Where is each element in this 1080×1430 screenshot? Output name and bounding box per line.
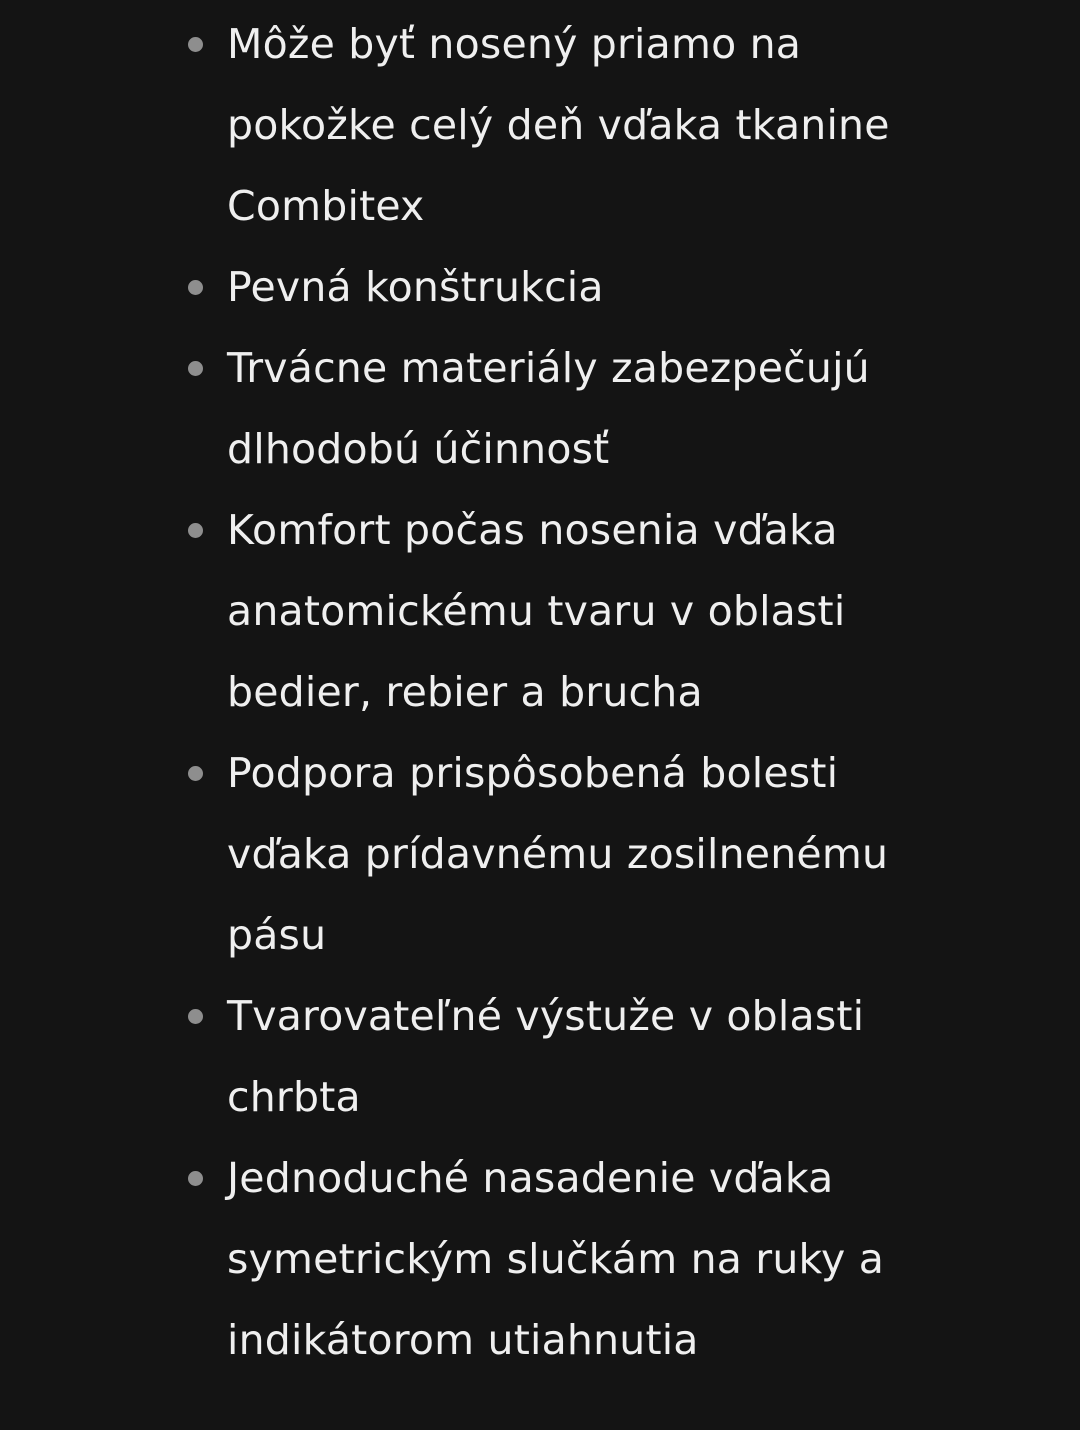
list-item	[227, 328, 952, 490]
list-item	[227, 247, 952, 328]
bullet-icon	[188, 1009, 203, 1024]
bullet-icon	[188, 766, 203, 781]
list-item-text: Komfort počas nosenia vďaka anatomickému tvaru v oblasti bedier, rebier a brucha	[227, 506, 846, 716]
list-item	[227, 733, 952, 976]
list-item	[227, 1138, 952, 1381]
list-item	[227, 490, 952, 733]
list-item-text: Jednoduché nasadenie vďaka symetrickým slučkám na ruky a indikátorom utiahnutia	[227, 1154, 885, 1364]
list-item-text: Tvarovateľné výstuže v oblasti chrbta	[227, 992, 865, 1121]
bullet-icon	[188, 1171, 203, 1186]
list-item	[227, 976, 952, 1138]
list-item-text: Podpora prispôsobená bolesti vďaka prídavnému zosilnenému pásu	[227, 749, 889, 959]
list-item	[227, 4, 952, 247]
list-item-text: Môže byť nosený priamo na pokožke celý deň vďaka tkanine Combitex	[227, 20, 890, 230]
bullet-icon	[188, 37, 203, 52]
bullet-icon	[188, 361, 203, 376]
list-item-text: Pevná konštrukcia	[227, 263, 604, 311]
bullet-icon	[188, 523, 203, 538]
bullet-icon	[188, 280, 203, 295]
feature-list	[227, 4, 952, 1381]
list-item-text: Trvácne materiály zabezpečujú dlhodobú účinnosť	[227, 344, 870, 473]
